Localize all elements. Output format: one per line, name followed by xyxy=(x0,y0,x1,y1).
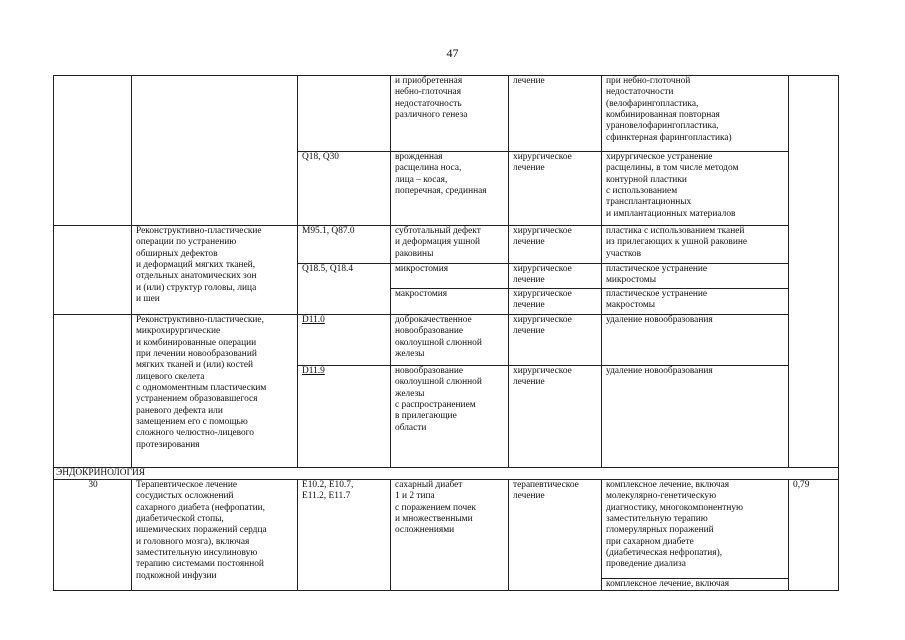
code-cell: Q18, Q30 xyxy=(298,152,391,226)
diagnosis-cell: и приобретенная небно-глоточная недостаточность различного генеза xyxy=(391,76,509,152)
treatment-type-cell: хирургическое лечение xyxy=(509,366,602,468)
code-cell: D11.9 xyxy=(298,366,391,468)
section-row xyxy=(54,468,857,480)
method-cell: при небно-глоточной недостаточности (велофарингопластика, комбинированная повторная урановелофарингопластика, сфинктерная фарингопластика) xyxy=(602,76,789,152)
diagnosis-cell: сахарный диабет 1 и 2 типа с поражением почек и множественными осложнениями xyxy=(391,480,509,591)
treatment-type-cell: хирургическое лечение xyxy=(509,315,602,366)
code-cell: Q18.5, Q18.4 xyxy=(298,264,391,315)
blank-margin xyxy=(839,76,857,591)
method-cell: удаление новообразования xyxy=(602,315,789,366)
method-cell: удаление новообразования xyxy=(602,366,789,468)
diagnosis-cell: новообразование околоушной слюнной железы с распространением в прилегающие области xyxy=(391,366,509,468)
code-cell: M95.1, Q87.0 xyxy=(298,226,391,264)
document-sheet xyxy=(53,75,857,591)
diagnosis-cell: врожденная расщелина носа, лица – косая, поперечная, срединная xyxy=(391,152,509,226)
procedure-cell xyxy=(132,76,298,226)
diagnosis-cell: макростомия xyxy=(391,289,509,315)
section-title: ЭНДОКРИНОЛОГИЯ xyxy=(54,468,839,480)
treatment-type-cell: хирургическое лечение xyxy=(509,264,602,289)
procedure-cell: Терапевтическое лечение сосудистых осложнений сахарного диабета (нефропатии, диабетической стопы, ишемических поражений сердца и головного мозга), включая заместительную инсулиновую терапию системами постоянной подкожной инфузии xyxy=(132,480,298,591)
num-cell xyxy=(54,226,132,315)
diagnosis-cell: микростомия xyxy=(391,264,509,289)
procedure-cell: Реконструктивно-пластические, микрохирургические и комбинированные операции при лечении новообразований мягких тканей и (или) костей лицевого скелета с одномоментным пластическим устранением образовавшегося раневого дефекта или замещением его с помощью сложного челюстно-лицевого протезирования xyxy=(132,315,298,468)
method-cell: комплексное лечение, включая xyxy=(602,579,789,591)
code-cell: D11.0 xyxy=(298,315,391,366)
num-cell xyxy=(54,315,132,468)
num-cell: 30 xyxy=(54,480,132,591)
cost-cell xyxy=(789,76,839,468)
table-row xyxy=(54,226,857,264)
method-cell: пластика с использованием тканей из прилегающих к ушной раковине участков xyxy=(602,226,789,264)
procedure-cell: Реконструктивно-пластические операции по устранению обширных дефектов и деформаций мягких тканей, отдельных анатомических зон и (или) структур головы, лица и шеи xyxy=(132,226,298,315)
page-number: 47 xyxy=(446,46,459,60)
code-cell: E10.2, E10.7, E11.2, E11.7 xyxy=(298,480,391,591)
table-row xyxy=(54,76,857,152)
num-cell xyxy=(54,76,132,226)
method-cell: пластическое устранение макростомы xyxy=(602,289,789,315)
table-row xyxy=(54,480,857,579)
treatment-type-cell: хирургическое лечение xyxy=(509,289,602,315)
treatment-type-cell: хирургическое лечение xyxy=(509,152,602,226)
code-cell xyxy=(298,76,391,152)
method-cell: пластическое устранение микростомы xyxy=(602,264,789,289)
table-row xyxy=(54,315,857,366)
treatment-type-cell: терапевтическое лечение xyxy=(509,480,602,591)
treatment-table xyxy=(53,75,857,591)
treatment-type-cell: лечение xyxy=(509,76,602,152)
cost-cell: 0,79 xyxy=(789,480,839,591)
method-cell: комплексное лечение, включая молекулярно-генетическую диагностику, многокомпонентную заместительную терапию гломерулярных поражений при сахарном диабете (диабетическая нефропатия), проведение диализа xyxy=(602,480,789,579)
treatment-type-cell: хирургическое лечение xyxy=(509,226,602,264)
diagnosis-cell: доброкачественное новообразование околоушной слюнной железы xyxy=(391,315,509,366)
diagnosis-cell: субтотальный дефект и деформация ушной раковины xyxy=(391,226,509,264)
method-cell: хирургическое устранение расщелины, в том числе методом контурной пластики с использованием трансплантационных и имплантационных материалов xyxy=(602,152,789,226)
